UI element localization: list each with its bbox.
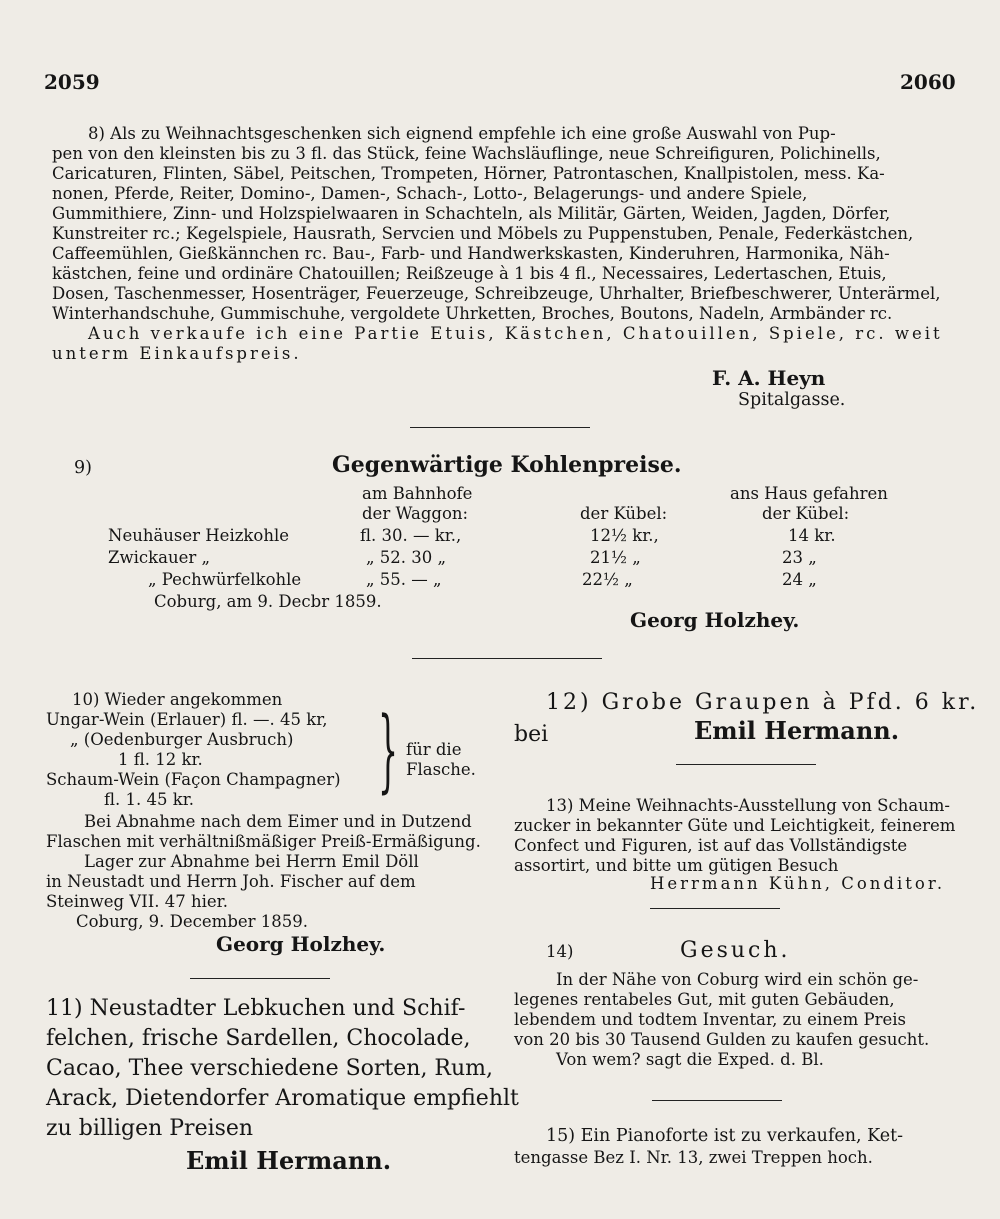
ad-10-line: Steinweg VII. 47 hier. (46, 892, 228, 911)
coal-kuebel: 21½ „ (590, 548, 641, 567)
coal-name: Zwickauer „ (108, 548, 211, 567)
brace-label: für die (406, 740, 462, 759)
ad-9-title: Gegenwärtige Kohlenpreise. (332, 452, 682, 478)
ad-11-line: 11) Neustadter Lebkuchen und Schif- (46, 996, 466, 1021)
ad-8-line: Winterhandschuhe, Gummischuhe, vergoldete Uhrketten, Broches, Boutons, Nadeln, Armbänder rc. (52, 304, 893, 323)
divider (650, 908, 780, 909)
ad-11-line: Arack, Dietendorfer Aromatique empfiehlt (46, 1086, 519, 1111)
ad-8-line: Caffeemühlen, Gießkännchen rc. Bau-, Farb- und Handwerkskasten, Kinderuhren, Harmonika, Näh- (52, 244, 890, 263)
page-number-right: 2060 (900, 70, 956, 94)
ad-8-line: pen von den kleinsten bis zu 3 fl. das Stück, feine Wachsläuflinge, neue Schreifiguren, Polichinells, (52, 144, 881, 163)
ad-13-line: Confect und Figuren, ist auf das Vollständigste (514, 836, 908, 855)
ad-10-line: „ (Oedenburger Ausbruch) (70, 730, 294, 749)
ad-8-line: Caricaturen, Flinten, Säbel, Peitschen, Trompeten, Hörner, Patrontaschen, Knallpistolen, mess. Ka- (52, 164, 885, 183)
coal-name: „ Pechwürfelkohle (148, 570, 302, 589)
divider (676, 764, 816, 765)
ad-13-line: zucker in bekannter Güte und Leichtigkeit, feinerem (514, 816, 956, 835)
ad-10-line: Flaschen mit verhältnißmäßiger Preiß-Ermäßigung. (46, 832, 481, 851)
ad-14-number: 14) (546, 942, 574, 961)
coal-haus: 24 „ (782, 570, 817, 589)
header-bahnhof: am Bahnhofe (362, 484, 473, 503)
ad-8-line: 8) Als zu Weihnachtsgeschenken sich eignend empfehle ich eine große Auswahl von Pup- (88, 124, 836, 143)
ad-14-line: lebendem und todtem Inventar, zu einem Preis (514, 1010, 906, 1029)
coal-haus: 14 kr. (788, 526, 836, 545)
ad-12-bei: bei (514, 722, 549, 747)
coal-waggon: „ 52. 30 „ (366, 548, 447, 567)
ad-8-line: Gummithiere, Zinn- und Holzspielwaaren in Schachteln, als Militär, Gärten, Weiden, Jagden, Dörfer, (52, 204, 891, 223)
ad-14-line: von 20 bis 30 Tausend Gulden zu kaufen gesucht. (514, 1030, 930, 1049)
ad-10-line: fl. 1. 45 kr. (104, 790, 195, 809)
ad-8-line: nonen, Pferde, Reiter, Domino-, Damen-, Schach-, Lotto-, Belagerungs- und andere Spiele, (52, 184, 808, 203)
ad-8-address: Spitalgasse. (738, 390, 846, 410)
ad-11-line: felchen, frische Sardellen, Chocolade, (46, 1026, 471, 1051)
ad-13-line: assortirt, und bitte um gütigen Besuch (514, 856, 839, 875)
ad-9-signature: Georg Holzhey. (630, 608, 800, 632)
divider (412, 658, 602, 659)
ad-15-line: tengasse Bez I. Nr. 13, zwei Treppen hoch. (514, 1148, 873, 1167)
coal-kuebel: 22½ „ (582, 570, 633, 589)
ad-10-line: Schaum-Wein (Façon Champagner) (46, 770, 341, 789)
ad-8-line: kästchen, feine und ordinäre Chatouillen; Reißzeuge à 1 bis 4 fl., Necessaires, Ledertaschen, Etuis, (52, 264, 887, 283)
coal-waggon: „ 55. — „ (366, 570, 442, 589)
brace-label: Flasche. (406, 760, 476, 779)
ad-14-line: Von wem? sagt die Exped. d. Bl. (556, 1050, 824, 1069)
ad-13-line: 13) Meine Weihnachts-Ausstellung von Schaum- (546, 796, 951, 815)
ad-10-signature: Georg Holzhey. (216, 932, 386, 956)
ad-10-line: Lager zur Abnahme bei Herrn Emil Döll (84, 852, 419, 871)
ad-10-line: Coburg, 9. December 1859. (76, 912, 309, 931)
header-haus-kuebel: der Kübel: (762, 504, 850, 523)
coal-haus: 23 „ (782, 548, 817, 567)
ad-10-line: 1 fl. 12 kr. (118, 750, 203, 769)
header-haus: ans Haus gefahren (730, 484, 888, 503)
ad-8-line: Auch verkaufe ich eine Partie Etuis, Kästchen, Chatouillen, Spiele, rc. weit (88, 324, 943, 343)
brace: } (378, 698, 399, 803)
ad-9-date: Coburg, am 9. Decbr 1859. (154, 592, 382, 611)
ad-9-number: 9) (74, 458, 92, 478)
ad-11-line: zu billigen Preisen (46, 1116, 254, 1141)
ad-14-line: In der Nähe von Coburg wird ein schön ge- (556, 970, 919, 989)
ad-10-line: Bei Abnahme nach dem Eimer und in Dutzend (84, 812, 472, 831)
coal-name: Neuhäuser Heizkohle (108, 526, 290, 545)
ad-8-signature: F. A. Heyn (712, 366, 826, 390)
page-number-left: 2059 (44, 70, 100, 94)
header-kuebel: der Kübel: (580, 504, 668, 523)
ad-10-line: Ungar-Wein (Erlauer) fl. —. 45 kr, (46, 710, 328, 729)
ad-14-title: Gesuch. (680, 938, 791, 963)
ad-8-line: Dosen, Taschenmesser, Hosenträger, Feuerzeuge, Schreibzeuge, Uhrhalter, Briefbeschwerer, Unterärmel, (52, 284, 941, 303)
divider (652, 1100, 782, 1101)
ad-13-signature: Herrmann Kühn, Conditor. (650, 874, 946, 893)
ad-8-line: Kunstreiter rc.; Kegelspiele, Hausrath, Servcien und Möbels zu Puppenstuben, Penale, Federkästchen, (52, 224, 914, 243)
ad-11-line: Cacao, Thee verschiedene Sorten, Rum, (46, 1056, 494, 1081)
ad-12-signature: Emil Hermann. (694, 716, 900, 745)
ad-11-signature: Emil Hermann. (186, 1146, 392, 1175)
ad-12-line: 12) Grobe Graupen à Pfd. 6 kr. (546, 690, 980, 715)
divider (190, 978, 330, 979)
header-waggon: der Waggon: (362, 504, 469, 523)
ad-15-line: 15) Ein Pianoforte ist zu verkaufen, Ket- (546, 1126, 904, 1146)
ad-10-line: in Neustadt und Herrn Joh. Fischer auf dem (46, 872, 416, 891)
coal-kuebel: 12½ kr., (590, 526, 659, 545)
divider (410, 427, 590, 428)
ad-8-line: unterm Einkaufspreis. (52, 344, 302, 363)
ad-14-line: legenes rentabeles Gut, mit guten Gebäuden, (514, 990, 895, 1009)
ad-10-line: 10) Wieder angekommen (72, 690, 283, 709)
coal-waggon: fl. 30. — kr., (360, 526, 462, 545)
